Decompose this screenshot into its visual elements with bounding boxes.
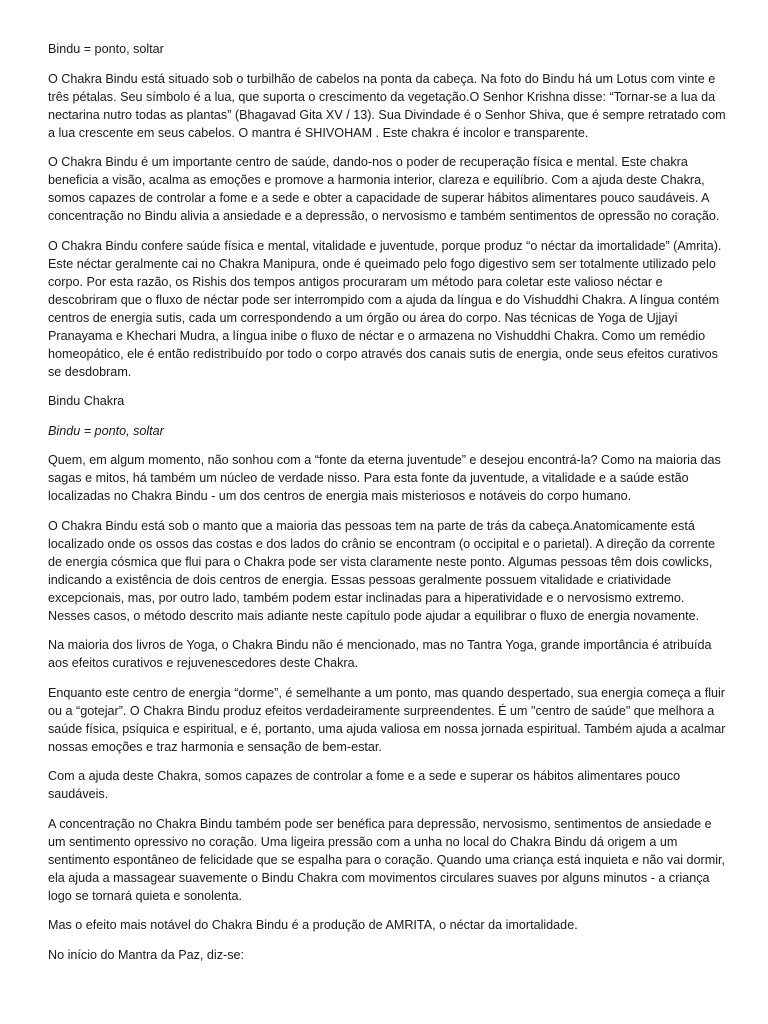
paragraph-anatomy: O Chakra Bindu está sob o manto que a maioria das pessoas tem na parte de trás da cabeça.Anatomicamente está localizado onde os ossos das costas e dos lados do crânio se encontram (o occipital e o parietal). A direção da corrente de energia cósmica que flui para o Chakra pode ser vista claramente neste ponto. Algumas pessoas têm dois cowlicks, indicando a existência de dois centros de energia. Essas pessoas geralmente possuem vitalidade e criatividade excepcionais, mas, por outro lado, também podem estar inclinadas para a hiperatividade e o nervosismo extremo. Nesses casos, o método descrito mais adiante neste capítulo pode ajudar a equilibrar o fluxo de energia novamente.	[48, 518, 716, 623]
paragraph-peace-mantra: No início do Mantra da Paz, diz-se:	[48, 947, 244, 962]
paragraph-tantra-yoga: Na maioria dos livros de Yoga, o Chakra Bindu não é mencionado, mas no Tantra Yoga, grande importância é atribuída aos efeitos curativos e rejuvenescedores deste Chakra.	[48, 638, 712, 670]
section-subtitle: Bindu = ponto, soltar	[48, 423, 164, 438]
paragraph-amrita-production: Mas o efeito mais notável do Chakra Bindu é a produção de AMRITA, o néctar da imortalidade.	[48, 918, 578, 932]
paragraph-awakening: Enquanto este centro de energia “dorme”, é semelhante a um ponto, mas quando despertado, sua energia começa a fluir ou a “gotejar”. O Chakra Bindu produz efeitos verdadeiramente surpreendentes. É um "centro de saúde" que melhora a saúde física, psíquica e espiritual, e é, portanto, uma ajuda valiosa em nossa jornada espiritual. Também ajuda a acalmar nossas emoções e traz harmonia e sensação de bem-estar.	[48, 685, 726, 754]
paragraph-fountain-of-youth: Quem, em algum momento, não sonhou com a “fonte da eterna juventude” e desejou encontrá-la? Como na maioria das sagas e mitos, há também um núcleo de verdade nisso. Para esta fonte da juventude, a vitalidade e a saúde estão localizadas no Chakra Bindu - um dos centros de energia mais misteriosos e notáveis do corpo humano.	[48, 453, 721, 503]
paragraph-health-center: O Chakra Bindu é um importante centro de saúde, dando-nos o poder de recuperação física e mental. Este chakra beneficia a visão, acalma as emoções e promove a harmonia interior, clareza e equilíbrio. Com a ajuda deste Chakra, somos capazes de controlar a fome e a sede e obter a capacidade de superar hábitos alimentares pouco saudáveis. A concentração no Bindu alivia a ansiedade e a depressão, o nervosismo e também sentimentos de opressão no coração.	[48, 155, 720, 223]
section-heading: Bindu Chakra	[48, 394, 125, 408]
paragraph-amrita-nectar: O Chakra Bindu confere saúde física e mental, vitalidade e juventude, porque produz “o néctar da imortalidade” (Amrita). Este néctar geralmente cai no Chakra Manipura, onde é queimado pelo fogo digestivo sem ser totalmente utilizado pelo corpo. Por esta razão, os Rishis dos tempos antigos procuraram um método para coletar este valioso néctar e descobriram que o fluxo de néctar pode ser interrompido com a ajuda da língua e do Vishuddhi Chakra. A língua contém centros de energia sutis, cada um correspondendo a um órgão ou área do corpo. Nas técnicas de Yoga de Ujjayi Pranayama e Khechari Mudra, a língua inibe o fluxo de néctar e o armazena no Vishuddhi Chakra. Como um remédio homeopático, ele é então redistribuído por todo o corpo através dos canais sutis de energia, onde seus efeitos curativos se desdobram.	[48, 238, 722, 379]
paragraph-concentration: A concentração no Chakra Bindu também pode ser benéfica para depressão, nervosismo, sentimentos de ansiedade e um sentimento opressivo no coração. Uma ligeira pressão com a unha no local do Chakra Bindu dá origem a um sentimento espontâneo de felicidade que se espalha para o coração. Quando uma criança está inquieta e não vai dormir, ela ajuda a massagear suavemente o Bindu Chakra com movimentos circulares suaves por alguns minutos - a criança logo se tornará quieta e sonolenta.	[48, 816, 726, 903]
paragraph-location-symbol: O Chakra Bindu está situado sob o turbilhão de cabelos na ponta da cabeça. Na foto do Bindu há um Lotus com vinte e três pétalas. Seu símbolo é a lua, que suporta o crescimento da vegetação.O Senhor Krishna disse: “Tornar-se a lua da nectarina nutro todas as plantas” (Bhagavad Gita XV / 13). Sua Divindade é o Senhor Shiva, que é sempre retratado com a lua crescente em seus cabelos. O mantra é SHIVOHAM . Este chakra é incolor e transparente.	[48, 71, 726, 140]
paragraph-hunger-control: Com a ajuda deste Chakra, somos capazes de controlar a fome e a sede e superar os hábitos alimentares pouco saudáveis.	[48, 769, 681, 801]
paragraph-definition: Bindu = ponto, soltar	[48, 42, 164, 56]
